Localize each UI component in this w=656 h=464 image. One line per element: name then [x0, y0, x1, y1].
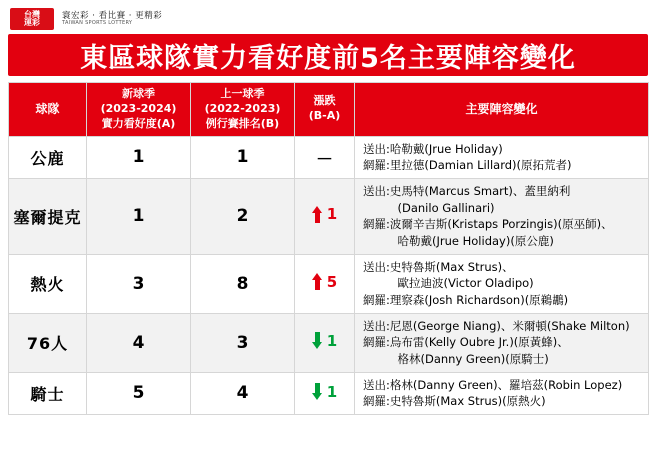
delta-value: 1 — [326, 382, 338, 401]
cell-team: 熱火 — [9, 254, 87, 313]
cell-roster-changes — [355, 254, 649, 313]
cell-power-rank-a: 1 — [87, 136, 191, 178]
table-row — [9, 136, 649, 178]
table-header-row — [9, 83, 649, 137]
cell-last-season-rank-b: 4 — [191, 372, 295, 414]
cell-power-rank-a: 3 — [87, 254, 191, 313]
brand-name-en: TAIWAN SPORTS LOTTERY — [62, 19, 133, 26]
cell-last-season-rank-b: 1 — [191, 136, 295, 178]
header-col-b-line2: (2022-2023) — [204, 101, 281, 115]
header-col-a-line3: 實力看好度(A) — [101, 116, 176, 130]
brand-bar — [8, 6, 648, 32]
header-delta — [295, 83, 355, 137]
cell-last-season-rank-b: 3 — [191, 313, 295, 372]
delta-dash: － — [316, 149, 333, 170]
table-body — [9, 136, 649, 414]
delta-wrap — [312, 273, 337, 291]
cell-team: 76人 — [9, 313, 87, 372]
page-title: 東區球隊實力看好度前5名主要陣容變化 — [80, 42, 576, 74]
cell-roster-changes — [355, 178, 649, 254]
header-team: 球隊 — [9, 83, 87, 137]
arrow-up-icon — [312, 273, 323, 290]
header-delta-line2: (B-A) — [308, 109, 341, 123]
brand-name-cn: 寰宏彩 · 看比賽 · 更精彩 — [62, 10, 163, 21]
arrow-down-icon — [312, 332, 323, 349]
table-header — [9, 83, 649, 137]
roster-change-line: 網羅:波爾辛吉斯(Kristaps Porzingis)(原巫師)、 — [363, 217, 613, 232]
delta-value: 5 — [326, 272, 338, 291]
roster-change-line: 網羅:理察森(Josh Richardson)(原鵜鶘) — [363, 292, 569, 307]
arrow-down-icon — [312, 383, 323, 400]
logo-line-2: 運彩 — [24, 18, 40, 27]
cell-power-rank-a: 5 — [87, 372, 191, 414]
delta-wrap — [312, 205, 337, 223]
cell-power-rank-a: 4 — [87, 313, 191, 372]
roster-change-line: 網羅:烏布雷(Kelly Oubre Jr.)(原黃蜂)、 — [363, 335, 569, 350]
roster-change-line: 送出:格林(Danny Green)、羅培茲(Robin Lopez) — [363, 377, 623, 392]
header-delta-line1: 漲跌 — [313, 94, 336, 108]
cell-team: 塞爾提克 — [9, 178, 87, 254]
roster-change-line: 送出:史馬特(Marcus Smart)、蓋里納利 — [363, 183, 571, 198]
roster-change-line: 網羅:史特魯斯(Max Strus)(原熱火) — [363, 394, 546, 409]
table-row — [9, 178, 649, 254]
brand-text — [62, 12, 162, 27]
cell-last-season-rank-b: 8 — [191, 254, 295, 313]
header-note: 主要陣容變化 — [355, 83, 649, 137]
roster-change-line: 網羅:里拉德(Damian Lillard)(原拓荒者) — [363, 158, 572, 173]
taiwan-sports-lottery-logo — [10, 8, 54, 30]
roster-change-line: 送出:尼恩(George Niang)、米爾頓(Shake Milton) — [363, 318, 630, 333]
cell-delta — [295, 254, 355, 313]
header-col-a-line2: (2023-2024) — [100, 101, 177, 115]
delta-wrap — [312, 332, 337, 350]
table-row — [9, 313, 649, 372]
header-col-a — [87, 83, 191, 137]
logo-line-1: 台灣 — [24, 10, 40, 19]
cell-delta — [295, 178, 355, 254]
cell-roster-changes — [355, 372, 649, 414]
roster-change-line: 送出:史特魯斯(Max Strus)、 — [363, 259, 514, 274]
cell-roster-changes — [355, 136, 649, 178]
header-col-b — [191, 83, 295, 137]
header-col-a-line1: 新球季 — [122, 87, 155, 100]
cell-delta — [295, 136, 355, 178]
header-col-b-line1: 上一球季 — [220, 87, 265, 100]
cell-last-season-rank-b: 2 — [191, 178, 295, 254]
cell-team: 騎士 — [9, 372, 87, 414]
title-banner — [8, 34, 648, 76]
delta-wrap — [312, 383, 337, 401]
standings-table — [8, 82, 649, 415]
cell-delta — [295, 372, 355, 414]
roster-change-line: 歐拉迪波(Victor Oladipo) — [363, 276, 534, 291]
arrow-up-icon — [312, 206, 323, 223]
delta-value: 1 — [326, 331, 338, 350]
roster-change-line: 格林(Danny Green)(原騎士) — [363, 351, 549, 366]
roster-change-line: (Danilo Gallinari) — [363, 200, 495, 215]
delta-value: 1 — [326, 205, 338, 224]
roster-change-line: 送出:哈勒戴(Jrue Holiday) — [363, 141, 503, 156]
cell-team: 公鹿 — [9, 136, 87, 178]
table-row — [9, 254, 649, 313]
cell-roster-changes — [355, 313, 649, 372]
roster-change-line: 哈勒戴(Jrue Holiday)(原公鹿) — [363, 233, 554, 248]
cell-power-rank-a: 1 — [87, 178, 191, 254]
cell-delta — [295, 313, 355, 372]
header-col-b-line3: 例行賽排名(B) — [205, 116, 280, 130]
table-row — [9, 372, 649, 414]
